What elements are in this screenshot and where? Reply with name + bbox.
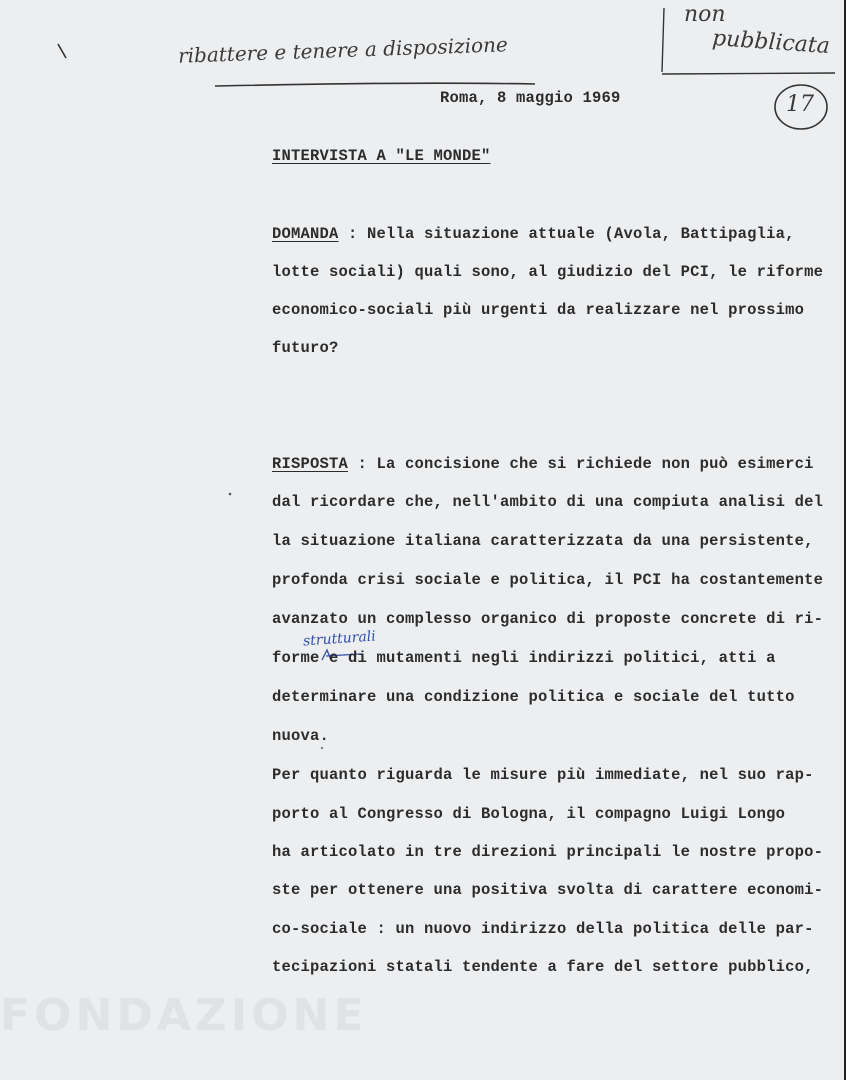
insertion-handwritten-note: strutturali: [302, 628, 377, 650]
top-right-handwritten-note-line1: non: [684, 2, 726, 27]
answer-label: RISPOSTA: [272, 455, 349, 473]
answer-line-1: [272, 455, 814, 473]
answer-line-2: dal ricordare che, nell'ambito di una compiuta analisi del: [272, 493, 824, 511]
answer-line-7: determinare una condizione politica e sociale del tutto: [272, 688, 795, 706]
answer-line-6: forme e di mutamenti negli indirizzi politici, atti a: [272, 649, 776, 667]
stray-dot: [321, 747, 324, 750]
question-line-3: economico-sociali più urgenti da realizzare nel prossimo: [272, 301, 805, 319]
answer-line-11: ha articolato in tre direzioni principali le nostre propo-: [272, 843, 824, 861]
question-line-1: [272, 225, 795, 243]
answer-line-8: nuova.: [272, 727, 330, 745]
question-line-4: futuro?: [272, 339, 339, 357]
answer-line-14: tecipazioni statali tendente a fare del settore pubblico,: [272, 958, 814, 976]
top-right-handwritten-note-line2: pubblicata: [711, 25, 831, 60]
top-left-handwritten-note: ribattere e tenere a disposizione: [177, 32, 509, 68]
pen-tick: [58, 44, 66, 58]
page-number: 17: [786, 92, 814, 117]
note-box-line-horizontal: [662, 73, 835, 74]
answer-line-12: ste per ottenere una positiva svolta di carattere economi-: [272, 881, 824, 899]
note-box-line-vertical: [662, 8, 664, 72]
answer-line-4: profonda crisi sociale e politica, il PCI ha costantemente: [272, 571, 824, 589]
question-label: DOMANDA: [272, 225, 339, 243]
answer-line-9: Per quanto riguarda le misure più immediate, nel suo rap-: [272, 766, 814, 784]
answer-line-3: la situazione italiana caratterizzata da una persistente,: [272, 532, 814, 550]
note-underline: [215, 83, 535, 86]
question-text: : Nella situazione attuale (Avola, Battipaglia,: [338, 225, 795, 243]
answer-text: : La concisione che si richiede non può esimerci: [348, 455, 814, 473]
stray-dot: [229, 493, 232, 496]
document-date: Roma, 8 maggio 1969: [440, 89, 621, 107]
archive-watermark: FONDAZIONE: [0, 990, 368, 1041]
answer-line-10: porto al Congresso di Bologna, il compagno Luigi Longo: [272, 805, 786, 823]
question-line-2: lotte sociali) quali sono, al giudizio del PCI, le riforme: [272, 263, 824, 281]
answer-line-13: co-sociale : un nuovo indirizzo della politica delle par-: [272, 920, 814, 938]
document-title: INTERVISTA A "LE MONDE": [272, 147, 491, 165]
answer-line-5: avanzato un complesso organico di proposte concrete di ri-: [272, 610, 824, 628]
